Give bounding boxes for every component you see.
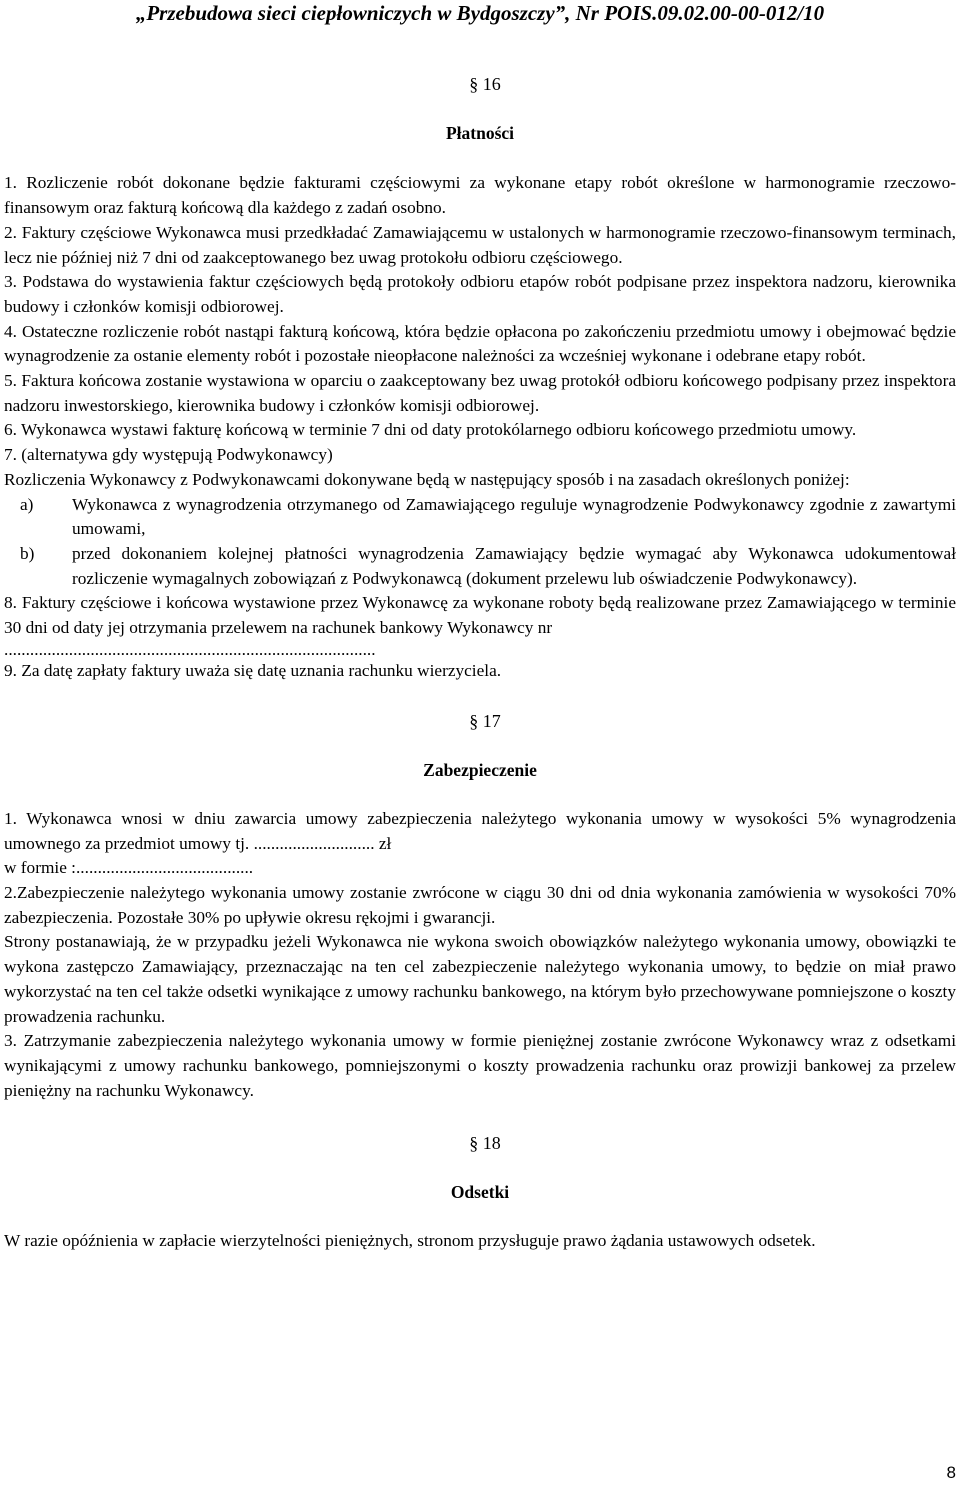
s16-item-1: 1. Rozliczenie robót dokonane będzie fakturami częściowymi za wykonane etapy robót określone w harmonogramie rzeczowo-finansowym oraz fakturą końcową dla każdego z zadań osobno. <box>4 173 956 218</box>
s17-item-1: 1. Wykonawca wnosi w dniu zawarcia umowy zabezpieczenia należytego wykonania umowy w wysokości 5% wynagrodzenia umownego za przedmiot umowy tj. ............................ zł <box>4 808 956 853</box>
subitem-b-text: przed dokonaniem kolejnej płatności wynagrodzenia Zamawiający będzie wymagać aby Wykonawca udokumentował rozliczenie wymagalnych zobowiązań z Podwykonawcą (dokument przelewu lub oświadczenie Podwykonawcy). <box>72 543 956 588</box>
document-body <box>4 70 956 1253</box>
s16-item-9: 9. Za datę zapłaty faktury uważa się datę uznania rachunku wierzyciela. <box>4 660 502 680</box>
subitem-a-marker: a) <box>20 494 34 514</box>
section-17-number: § 17 <box>469 711 501 732</box>
s17-item-1-form: w formie :......................................... <box>4 858 254 878</box>
section-16-title: Płatności <box>445 122 515 143</box>
s16-item-6: 6. Wykonawca wystawi fakturę końcową w terminie 7 dni od daty protokólarnego odbioru końcowego przedmiotu umowy. <box>4 420 857 440</box>
s16-item-2: 2. Faktury częściowe Wykonawca musi przedkładać Zamawiającemu w ustalonych w harmonogramie rzeczowo-finansowym terminach, lecz nie później niż 7 dni od zaakceptowanego bez uwag protokołu odbioru częściowego. <box>4 222 956 267</box>
s17-item-3: 3. Zatrzymanie zabezpieczenia należytego wykonania umowy w formie pieniężnej zostanie zwrócone Wykonawcy wraz z odsetkami wynikającymi z umowy rachunku bankowego, pomniejszonymi o koszty prowadzenia rachunku oraz prowizji bankowej za przelew pieniężny na rachunku Wykonawcy. <box>4 1031 956 1100</box>
section-18-title: Odsetki <box>450 1182 510 1203</box>
section-17-title: Zabezpieczenie <box>423 760 537 781</box>
s16-item-4: 4. Ostateczne rozliczenie robót nastąpi fakturą końcową, która będzie opłacona po zakończeniu przedmiotu umowy i obejmować będzie wynagrodzenie za ostanie elementy robót i pozostałe nieopłacone należności za wcześniej wykonane i odebrane etapy robót. <box>4 321 956 366</box>
s17-item-2-continued: Strony postanawiają, że w przypadku jeżeli Wykonawca nie wykona swoich obowiązków należytego wykonania umowy, obowiązki te wykona zastępczo Zamawiający, przeznaczając na ten cel zabezpieczenie należytego wykonania umowy, to będzie on miał prawo wykorzystać na ten cel także odsetki wynikające z umowy rachunku bankowego, na którym było przechowywane pomniejszone o koszty prowadzenia rachunku. <box>4 932 956 1026</box>
s16-item-3: 3. Podstawa do wystawienia faktur częściowych będą protokoły odbioru etapów robót podpisane przez inspektora nadzoru, kierownika budowy i członków komisji odbiorowej. <box>4 272 956 316</box>
subitem-a-text: Wykonawca z wynagrodzenia otrzymanego od Zamawiającego reguluje wynagrodzenie Podwykonawcy zgodnie z zawartymi umowami, <box>72 494 956 539</box>
page-number: 8 <box>946 1463 956 1482</box>
s18-item-1: W razie opóźnienia w zapłacie wierzytelności pieniężnych, stronom przysługuje prawo żądania ustawowych odsetek. <box>4 1230 816 1250</box>
subitem-b-marker: b) <box>20 543 35 563</box>
s16-item-8-dots: ...................................................................................... <box>4 639 376 659</box>
s16-subitem-a <box>4 493 956 542</box>
section-18-number: § 18 <box>469 1133 501 1154</box>
s17-item-2: 2.Zabezpieczenie należytego wykonania umowy zostanie zwrócone w ciągu 30 dni od dnia wykonania zamówienia w wysokości 70% zabezpieczenia. Pozostałe 30% po upływie okresu rękojmi i gwarancji. <box>4 882 956 927</box>
s16-item-8: 8. Faktury częściowe i końcowa wystawione przez Wykonawcę za wykonane roboty będą realizowane przez Zamawiającego w terminie 30 dni od daty jej otrzymania przelewem na rachunek bankowy Wykonawcy nr <box>4 593 956 638</box>
s16-item-7-text: Rozliczenia Wykonawcy z Podwykonawcami dokonywane będą w następujący sposób i na zasadach określonych poniżej: <box>4 469 850 489</box>
document-header: „Przebudowa sieci ciepłowniczych w Bydgoszczy”, Nr POIS.09.02.00-00-012/10 <box>135 1 825 25</box>
s16-item-5: 5. Faktura końcowa zostanie wystawiona w oparciu o zaakceptowany bez uwag protokół odbioru końcowego podpisany przez inspektora nadzoru inwestorskiego, kierownika budowy i członków komisji odbiorowej. <box>4 371 956 415</box>
section-16-number: § 16 <box>469 74 501 94</box>
s16-subitem-b <box>4 542 956 591</box>
s16-item-7-heading: 7. (alternatywa gdy występują Podwykonawcy) <box>4 445 333 465</box>
